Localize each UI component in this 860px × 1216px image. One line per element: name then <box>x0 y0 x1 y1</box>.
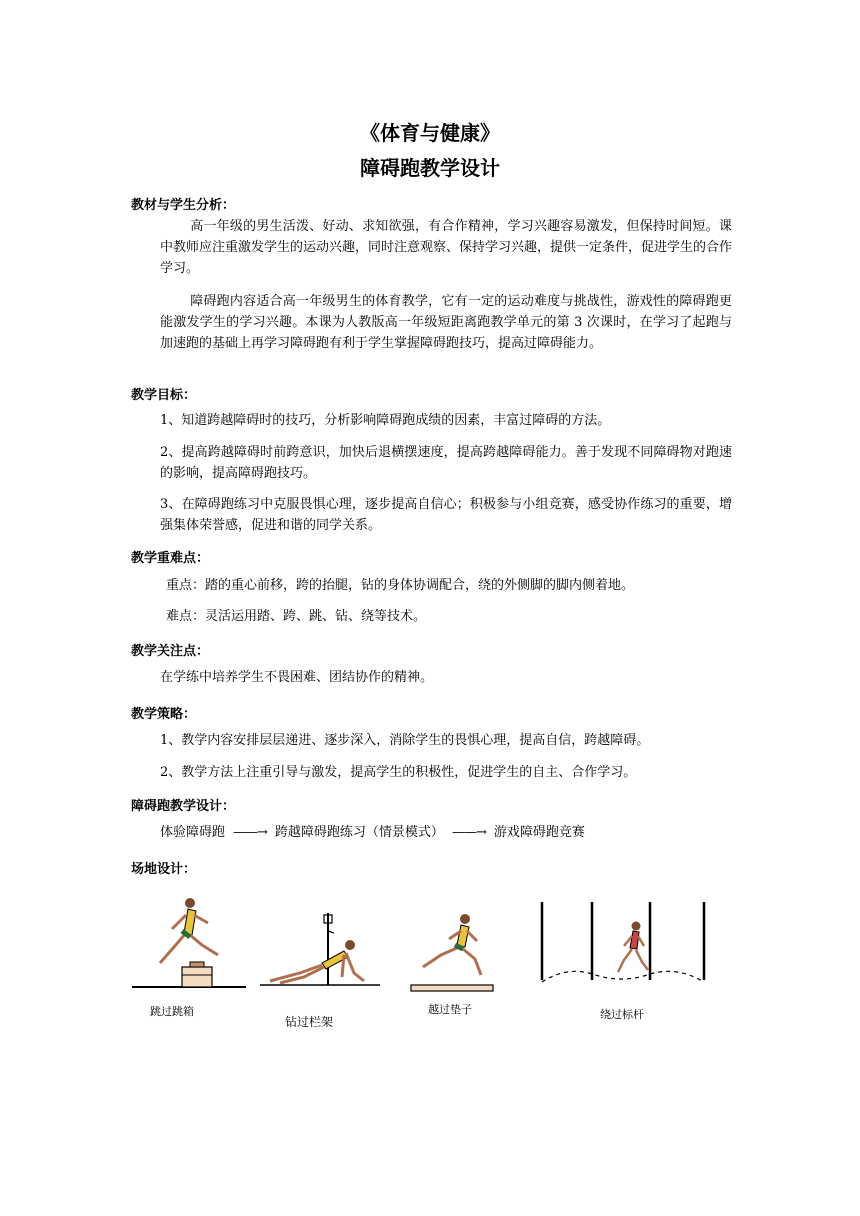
analysis-paragraph-2 <box>160 291 732 354</box>
doc-title: 《体育与健康》 <box>360 121 500 145</box>
flow-step-2: 跨越障碍跑练习（情景模式） <box>274 825 444 840</box>
keypoint-key: 重点：踏的重心前移，跨的抬腿，钻的身体协调配合，绕的外侧脚的脚内侧着地。 <box>166 578 635 593</box>
design-flow <box>160 821 585 840</box>
keypoints-heading: 教学重难点： <box>131 551 210 566</box>
focus-text: 在学练中培养学生不畏困难、团结协作的精神。 <box>160 670 434 685</box>
keypoint-difficult: 难点：灵活运用踏、跨、跳、钻、绕等技术。 <box>166 609 427 624</box>
goal-item-3: 3、在障碍跑练习中克服畏惧心理，逐步提高自信心；积极参与小组竞赛，感受协作练习的重要，增强集体荣誉感，促进和谐的同学关系。 <box>160 497 732 533</box>
strategy-item-1: 1、教学内容安排层层递进、逐步深入，消除学生的畏惧心理，提高自信，跨越障碍。 <box>160 733 650 748</box>
flow-step-3: 游戏障碍跑竞赛 <box>493 825 585 840</box>
doc-subtitle: 障碍跑教学设计 <box>360 156 500 180</box>
vault-box-illustration <box>130 893 250 1003</box>
goal-item-1: 1、知道跨越障碍时的技巧，分析影响障碍跑成绩的因素，丰富过障碍的方法。 <box>160 413 611 428</box>
goals-heading: 教学目标： <box>131 388 197 403</box>
hurdle-crawl-illustration <box>260 893 385 1003</box>
field-heading: 场地设计： <box>131 862 197 877</box>
design-heading: 障碍跑教学设计： <box>131 799 236 814</box>
analysis-p2-text: 障碍跑内容适合高一年级男生的体育教学，它有一定的运动难度与挑战性，游戏性的障碍跑更能激发学生的学习兴趣。本课为人教版高一年级短距离跑教学单元的第 3 次课时，在学习了起跑与加速跑的基础上再学习障碍跑有利于学生掌握障碍跑技巧，提高过障碍能力。 <box>160 294 732 351</box>
flow-arrow-1: ——→ <box>233 825 267 840</box>
caption-vault-box: 跳过跳箱 <box>150 1005 194 1018</box>
caption-mat: 越过垫子 <box>428 1003 472 1016</box>
flow-arrow-2: ——→ <box>451 825 486 840</box>
flow-step-1: 体验障碍跑 <box>160 825 226 840</box>
analysis-paragraph-1 <box>160 216 732 279</box>
strategy-heading: 教学策略： <box>131 707 197 722</box>
caption-poles: 绕过标杆 <box>600 1008 644 1021</box>
pole-weave-illustration <box>532 896 717 996</box>
focus-heading: 教学关注点： <box>131 644 210 659</box>
mat-leap-illustration <box>405 893 505 1003</box>
strategy-item-2: 2、教学方法上注重引导与激发，提高学生的积极性，促进学生的自主、合作学习。 <box>160 765 637 780</box>
analysis-heading: 教材与学生分析： <box>131 198 236 213</box>
analysis-p1-text: 高一年级的男生活泼、好动、求知欲强，有合作精神，学习兴趣容易激发，但保持时间短。课中教师应注重激发学生的运动兴趣，同时注意观察、保持学习兴趣，提供一定条件，促进学生的合作学习。 <box>160 219 733 276</box>
goal-item-2: 2、提高跨越障碍时前跨意识，加快后退横摆速度，提高跨越障碍能力。善于发现不同障碍物对跑速的影响，提高障碍跑技巧。 <box>160 445 732 481</box>
caption-hurdle: 钻过栏架 <box>285 1015 334 1029</box>
